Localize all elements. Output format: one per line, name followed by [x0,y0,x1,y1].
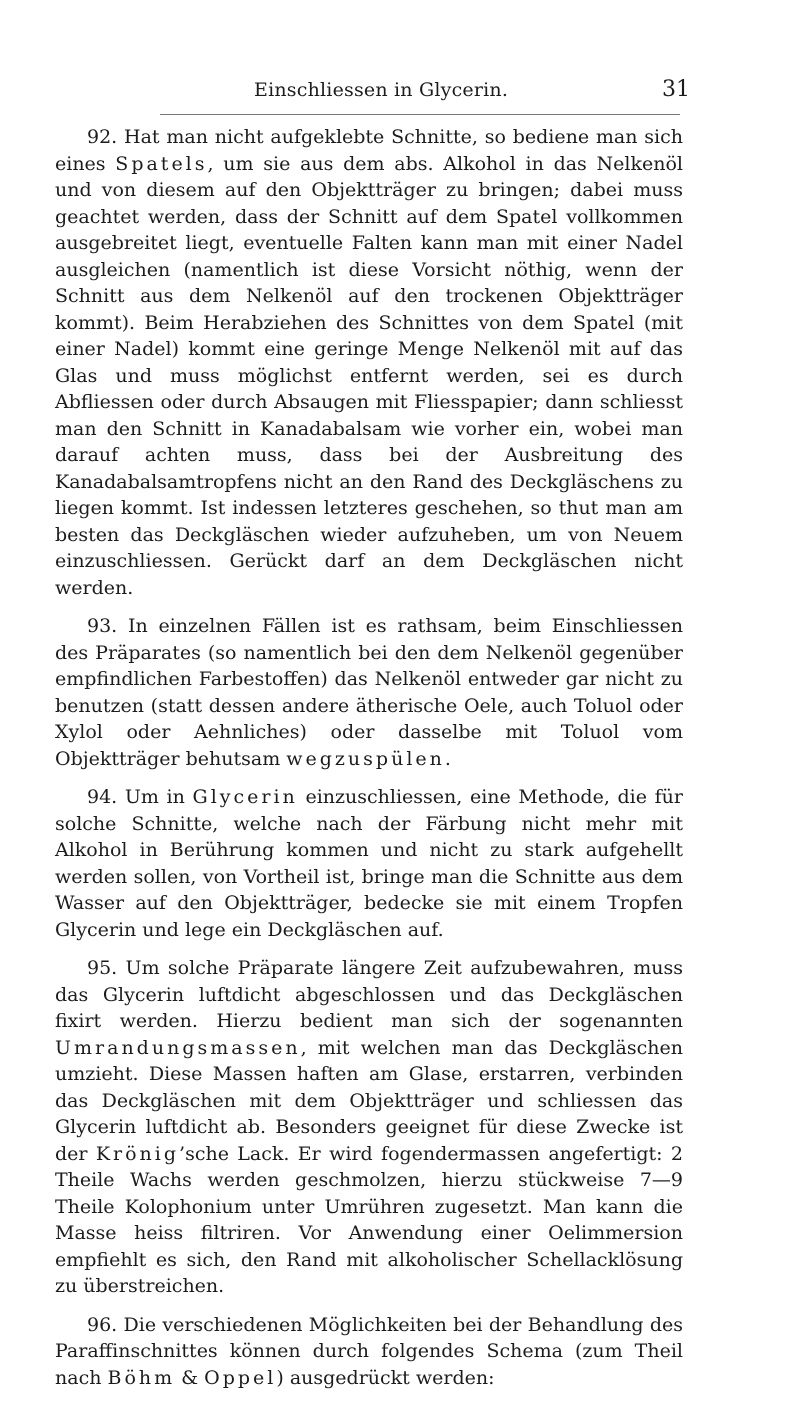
paragraph-96-text-a: 96. Die verschiedenen Möglichkeiten bei der Behandlung des Paraffinschnittes können durch folgendes Schema (zum Theil nach [55,1313,683,1389]
header-rule [160,114,680,115]
paragraph-92 [55,124,683,601]
paragraph-94-text-a: 94. Um in [87,786,193,808]
main-text [55,124,683,1403]
paragraph-96-text-c: & [175,1366,205,1389]
paragraph-95-emphasis-1: Umrandungsmassen [55,1036,301,1059]
paragraph-95-text-e: ’sche Lack. Er wird fogendermassen angefertigt: 2 Theile Wachs werden geschmolzen, hierzu stückweise 7—9 Theile Kolophonium unter Umrühren zugesetzt. Man kann die Masse heiss filtriren. Vor Anwendung einer Oelimmersion empfiehlt es sich, den Rand mit alkoholischer Schellacklösung zu überstreichen. [55,1142,683,1297]
paragraph-96-emphasis-1: Böhm [107,1366,176,1389]
paragraph-95 [55,955,683,1300]
paragraph-92-text-c: , um sie aus dem abs. Alkohol in das Nelkenöl und von diesem auf den Objektträger zu bringen; dabei muss geachtet werden, dass der Schnitt auf dem Spatel vollkommen ausgebreitet liegt, eventuelle Falten kann man mit einer Nadel ausgleichen (namentlich ist diese Vorsicht nöthig, wenn der Schnitt aus dem Nelkenöl auf den trockenen Objektträger kommt). Beim Herabziehen des Schnittes von dem Spatel (mit einer Nadel) kommt eine geringe Menge Nelkenöl mit auf das Glas und muss möglichst entfernt werden, sei es durch Abfliessen oder durch Absaugen mit Fliesspapier; dann schliesst man den Schnitt in Kanadabalsam wie vorher ein, wobei man darauf achten muss, dass bei der Ausbreitung des Kanadabalsamtropfens nicht an den Rand des Deckgläschens zu liegen kommt. Ist indessen letzteres geschehen, so thut man am besten das Deckgläschen wieder aufzuheben, um von Neuem einzuschliessen. Gerückt darf an dem Deckgläschen nicht werden. [55,152,683,599]
paragraph-93-text-c: . [444,747,451,770]
paragraph-93 [55,613,683,772]
paragraph-94-text-c: einzuschliessen, eine Methode, die für solche Schnitte, welche nach der Färbung nicht mehr mit Alkohol in Berührung kommen und nicht zu stark aufgehellt werden sollen, von Vortheil ist, bringe man die Schnitte aus dem Wasser auf den Objektträger, bedecke sie mit einem Tropfen Glycerin und lege ein Deckgläschen auf. [55,786,683,941]
paragraph-92-text-a: 92. Hat man nicht aufgeklebte Schnitte, so bediene man sich eines [55,126,683,175]
paragraph-94 [55,784,683,943]
paragraph-96 [55,1312,683,1392]
paragraph-95-text-a: 95. Um solche Präparate längere Zeit aufzubewahren, muss das Glycerin luftdicht abgeschlossen und das Deckgläschen fixirt werden. Hierzu bedient man sich der sogenannten [55,957,683,1032]
paragraph-94-emphasis: Glycerin [192,786,298,808]
paragraph-93-text-a: 93. In einzelnen Fällen ist es rathsam, beim Einschliessen des Präparates (so namentlich bei den dem Nelkenöl gegenüber empfindlichen Farbestoffen) das Nelkenöl entweder gar nicht zu benutzen (statt dessen andere ätherische Oele, auch Toluol oder Xylol oder Aehnliches) oder dasselbe mit Toluol vom Objektträger behutsam [55,615,683,770]
paragraph-96-emphasis-2: Oppel [204,1366,277,1389]
running-title: Einschliessen in Glycerin. [254,79,509,101]
paragraph-92-emphasis: Spatels [115,152,208,175]
paragraph-96-text-e: ) ausgedrückt werden: [276,1366,495,1389]
paragraph-95-emphasis-2: Krönig [95,1142,180,1165]
paragraph-95-text-c: , mit welchen man das Deckgläschen umzieht. Diese Massen haften am Glase, erstarren, verbinden das Deckgläschen mit dem Objektträger und schliessen das Glycerin luftdicht ab. Besonders geeignet für diese Zwecke ist der [55,1036,683,1165]
page-number: 31 [662,77,690,102]
paragraph-93-emphasis: wegzuspülen [286,747,445,770]
